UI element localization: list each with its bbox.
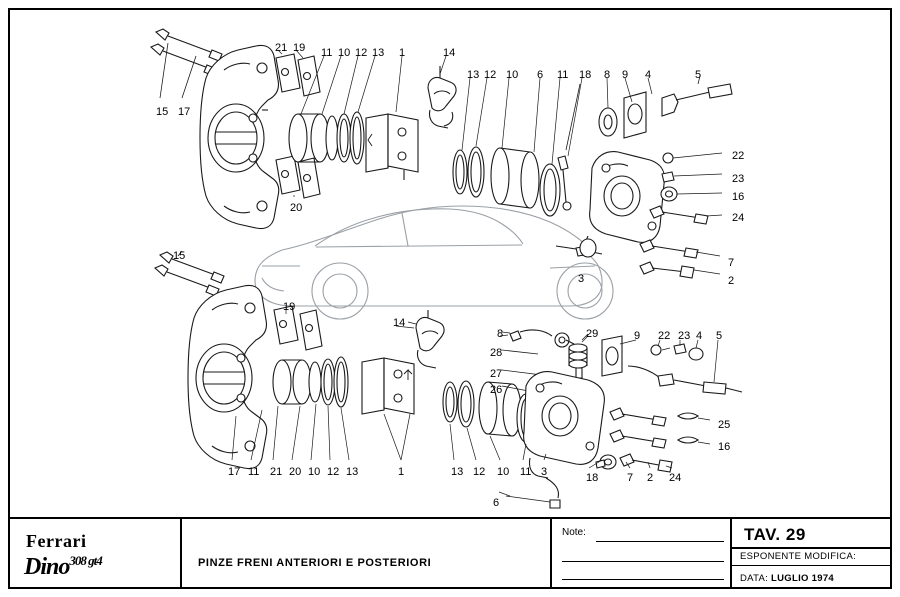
spring-clip-rear <box>408 310 444 368</box>
callout-number: 25 <box>718 419 731 431</box>
callout-number: 6 <box>493 497 500 509</box>
callout-number: 24 <box>732 212 745 224</box>
callout-number: 5 <box>695 69 702 81</box>
notes-line-3[interactable] <box>562 579 724 580</box>
callout-number: 17 <box>228 466 241 478</box>
tav-divider-2 <box>732 565 892 566</box>
callout-number: 10 <box>506 69 519 81</box>
callout-number: 11 <box>321 47 333 59</box>
date-label: DATA: <box>740 573 769 584</box>
callout-number: 28 <box>490 347 503 359</box>
model-name: Dino <box>24 554 70 580</box>
callout-number: 15 <box>173 250 186 262</box>
model-logo <box>24 553 102 581</box>
brake-pads-front <box>366 114 418 180</box>
callout-number: 18 <box>586 472 599 484</box>
title-block <box>10 517 890 587</box>
notes-line-1[interactable] <box>596 541 724 542</box>
callout-number: 3 <box>578 273 585 285</box>
callout-number: 8 <box>497 328 504 340</box>
callout-number: 20 <box>289 466 302 478</box>
piston-seals-rear-right <box>443 381 535 442</box>
callout-number: 3 <box>541 466 548 478</box>
callout-number: 7 <box>627 472 634 484</box>
callout-number: 22 <box>658 330 671 342</box>
callout-number: 12 <box>473 466 486 478</box>
brand-name: Ferrari <box>26 531 87 551</box>
callout-number: 15 <box>156 106 169 118</box>
callout-number: 12 <box>484 69 497 81</box>
callout-number: 19 <box>293 42 306 54</box>
hardware-top-right <box>599 76 732 138</box>
diagram-svg <box>10 10 890 515</box>
date-value: LUGLIO 1974 <box>771 573 834 584</box>
caliper-half-rear-bottom <box>506 372 604 508</box>
callout-number: 5 <box>716 330 723 342</box>
bolt-15-bottom <box>155 251 224 296</box>
callout-number: 2 <box>647 472 654 484</box>
callout-number: 7 <box>728 257 735 269</box>
callout-number: 26 <box>490 384 503 396</box>
brake-pads-rear <box>362 358 414 414</box>
callout-number: 24 <box>669 472 682 484</box>
callout-number: 16 <box>718 441 731 453</box>
callout-number: 11 <box>520 466 532 478</box>
hardware-bottom-right <box>602 336 742 394</box>
callout-number: 4 <box>645 69 652 81</box>
callout-number: 12 <box>355 47 368 59</box>
callout-number: 14 <box>393 317 406 329</box>
drawing-description: PINZE FRENI ANTERIORI E POSTERIORI <box>198 557 432 569</box>
callout-number: 19 <box>283 301 296 313</box>
shim-plate-rear-top <box>274 306 322 350</box>
callout-number: 8 <box>604 69 611 81</box>
callout-number: 17 <box>178 106 191 118</box>
callout-number: 9 <box>634 330 641 342</box>
table-cell <box>730 519 890 587</box>
notes-line-2[interactable] <box>562 561 724 562</box>
description-cell <box>180 519 550 587</box>
callout-number: 10 <box>308 466 321 478</box>
date-row <box>740 573 834 584</box>
front-caliper-assembly <box>151 29 735 278</box>
callout-number: 21 <box>270 466 283 478</box>
car-silhouette <box>255 206 613 319</box>
notes-label: Note: <box>562 527 586 538</box>
callout-number: 13 <box>467 69 480 81</box>
callout-number: 11 <box>248 466 260 478</box>
callout-number: 16 <box>732 191 745 203</box>
callout-number: 29 <box>586 328 599 340</box>
callout-number: 21 <box>275 42 288 54</box>
callout-number: 23 <box>732 173 745 185</box>
notes-cell <box>550 519 730 587</box>
callout-number: 10 <box>338 47 351 59</box>
model-variant: 308 gt4 <box>69 553 102 568</box>
piston-seals-left <box>289 112 364 164</box>
callout-number: 13 <box>451 466 464 478</box>
piston-seals-rear-left <box>273 357 348 407</box>
table-number: TAV. 29 <box>744 525 806 544</box>
callout-number: 6 <box>537 69 544 81</box>
callout-number: 20 <box>290 202 303 214</box>
callout-number: 9 <box>622 69 629 81</box>
callout-number: 27 <box>490 368 503 380</box>
callout-number: 22 <box>732 150 745 162</box>
caliper-body-front <box>200 45 279 228</box>
callout-number: 1 <box>398 466 405 478</box>
callout-number: 11 <box>557 69 569 81</box>
tav-divider-1 <box>732 547 892 549</box>
esponente-label: ESPONENTE MODIFICA: <box>740 551 857 562</box>
shim-plate-top <box>276 54 320 96</box>
callout-number: 12 <box>327 466 340 478</box>
spring-clip-front <box>428 66 456 128</box>
callout-number: 13 <box>346 466 359 478</box>
piston-seals-right <box>453 84 580 216</box>
callout-number: 10 <box>497 466 510 478</box>
callout-number: 13 <box>372 47 385 59</box>
hardware-column-bottom <box>596 408 710 472</box>
exploded-diagram <box>10 10 890 515</box>
rear-caliper-assembly <box>155 251 742 508</box>
brand-cell <box>10 519 180 587</box>
callout-number: 23 <box>678 330 691 342</box>
callout-number: 4 <box>696 330 703 342</box>
callout-number: 1 <box>399 47 406 59</box>
callout-number: 14 <box>443 47 456 59</box>
callout-number: 18 <box>579 69 592 81</box>
callout-number: 2 <box>728 275 735 287</box>
